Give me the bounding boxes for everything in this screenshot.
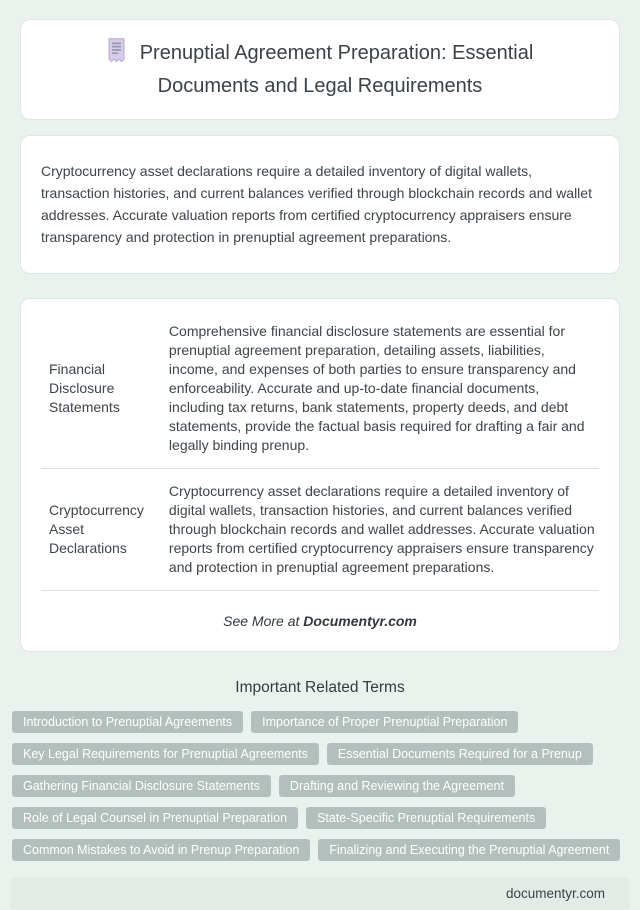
terms-table <box>41 309 599 591</box>
terms-table-card <box>20 298 620 652</box>
table-row <box>41 309 599 469</box>
page-title <box>68 38 573 101</box>
pill-row <box>12 711 628 733</box>
related-term-pill[interactable]: Common Mistakes to Avoid in Prenup Preparation <box>12 839 310 861</box>
term-label: Financial Disclosure Statements <box>41 309 169 469</box>
see-more-prefix: See More at <box>223 613 304 629</box>
related-term-pill[interactable]: Essential Documents Required for a Prenup <box>327 743 593 765</box>
related-term-pill[interactable]: Introduction to Prenuptial Agreements <box>12 711 243 733</box>
related-term-pill[interactable]: Role of Legal Counsel in Prenuptial Preparation <box>12 807 298 829</box>
title-card <box>20 19 620 120</box>
pill-row <box>12 839 628 861</box>
related-term-pill[interactable]: Drafting and Reviewing the Agreement <box>279 775 515 797</box>
footer-site-link[interactable]: documentyr.com <box>505 886 605 901</box>
intro-paragraph: Cryptocurrency asset declarations require a detailed inventory of digital wallets, transaction histories, and current balances verified through blockchain records and wallet addresses. Accurate valuation reports from certified cryptocurrency appraisers ensure transparency and protection in prenuptial agreement preparations. <box>41 163 592 245</box>
term-description: Comprehensive financial disclosure statements are essential for prenuptial agreement preparation, detailing assets, liabilities, income, and expenses of both parties to ensure transparency and enforceability. Accurate and up-to-date financial documents, including tax returns, bank statements, property deeds, and debt statements, provide the factual basis required for drafting a fair and legally binding prenup. <box>169 309 599 469</box>
pill-row <box>12 775 628 797</box>
term-description: Cryptocurrency asset declarations require a detailed inventory of digital wallets, transaction histories, and current balances verified through blockchain records and wallet addresses. Accurate valuation reports from certified cryptocurrency appraisers ensure transparency and protection in prenuptial agreement preparations. <box>169 469 599 591</box>
see-more-brand-link[interactable]: Documentyr.com <box>303 613 417 629</box>
see-more-line <box>41 613 599 629</box>
related-terms-list <box>12 711 628 861</box>
related-term-pill[interactable]: Finalizing and Executing the Prenuptial Agreement <box>318 839 620 861</box>
related-term-pill[interactable]: Key Legal Requirements for Prenuptial Agreements <box>12 743 319 765</box>
footer-bar <box>10 877 630 910</box>
page-title-text: Prenuptial Agreement Preparation: Essential Documents and Legal Requirements <box>139 42 534 97</box>
pill-row <box>12 743 628 765</box>
pill-row <box>12 807 628 829</box>
related-term-pill[interactable]: State-Specific Prenuptial Requirements <box>306 807 546 829</box>
table-row <box>41 469 599 591</box>
receipt-document-icon <box>107 38 126 72</box>
intro-card <box>20 135 620 274</box>
related-term-pill[interactable]: Importance of Proper Prenuptial Preparation <box>251 711 518 733</box>
related-terms-heading: Important Related Terms <box>235 679 405 696</box>
related-term-pill[interactable]: Gathering Financial Disclosure Statements <box>12 775 271 797</box>
term-label: Cryptocurrency Asset Declarations <box>41 469 169 591</box>
